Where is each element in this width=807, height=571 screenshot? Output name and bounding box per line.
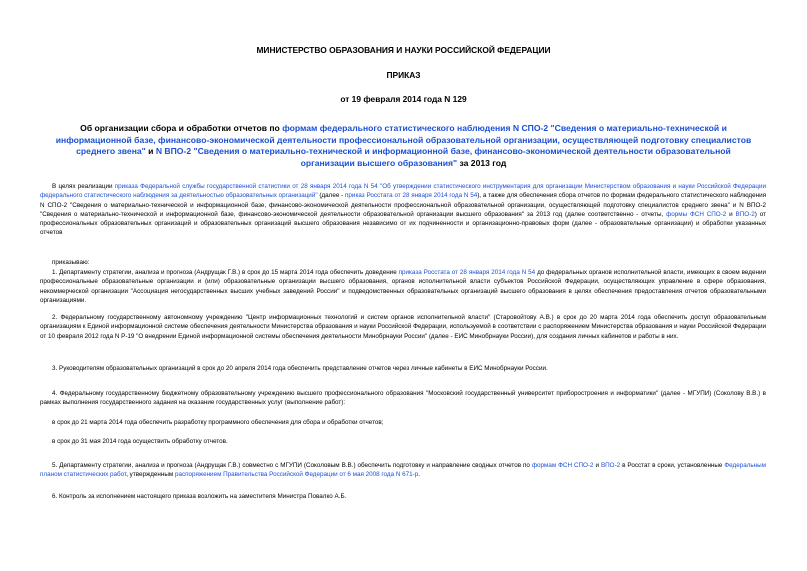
text: ) от профессиональных образовательных организаций и образовательных организаций высшего образования независимо от их подчиненности и организационно-правовых форм (далее - образовательные организации) и обработки указанных отчетов [40, 210, 766, 237]
link-rosstat-order-short[interactable]: приказ Росстата от 28 января 2014 года N 54 [345, 192, 478, 200]
title-text: Об организации сбора и обработки отчетов по [80, 123, 283, 133]
text: за 2013 год (далее соответственно - отчеты, [524, 210, 667, 218]
paragraph-item-1 [40, 268, 766, 305]
paragraph-item-5 [40, 461, 766, 480]
link-rosstat-order[interactable]: приказа Федеральной службы государственной статистики от 28 января 2014 года N 54 "Об утверждении статистического инструментария для организации Министерством образования и науки Российской Федерации федерального статистического наблюдения за деятельностью образовательных организаций" [40, 183, 766, 200]
paragraph-item-6: 6. Контроль за исполнением настоящего приказа возложить на заместителя Министра Повалко А.Б. [52, 493, 347, 500]
text: , утвержденным [126, 471, 175, 479]
paragraph-item-3: 3. Руководителям образовательных организаций в срок до 20 апреля 2014 года обеспечить представление отчетов через личные кабинеты в ЕИС Минобрнауки России. [52, 365, 548, 372]
link-federal-stat-plan[interactable]: Федеральным планом статистических работ [40, 462, 766, 479]
link-government-order[interactable]: распоряжением Правительства Российской Федерации от 6 мая 2008 года N 671-р [174, 471, 419, 479]
ministry-heading: МИНИСТЕРСТВО ОБРАЗОВАНИЯ И НАУКИ РОССИЙСКОЙ ФЕДЕРАЦИИ [256, 45, 551, 55]
text: до федеральных органов исполнительной власти, имеющих в своем ведении профессиональные образовательные организации и (или) образовательные организации высшего образования, органов исполнительной власти субъектов Российской Федерации, осуществляющих управление в сфере образования, некоммерческой организации "Ассоциация негосударственных высших учебных заведений России" и подведомственных образовательных организаций высшего образования в целях обеспечения предоставления отчетов образовательными организациями. [40, 269, 766, 304]
paragraph-preamble [40, 182, 766, 238]
link-rosstat-order-short[interactable]: приказа Росстата от 28 января 2014 года N 54 [398, 269, 536, 276]
link-form-vpo2[interactable]: ВПО-2 [600, 462, 621, 469]
paragraph-item-4: 4. Федеральному государственному бюджетному образовательному учреждению высшего профессионального образования "Московский государственный университет приборостроения и информатики" (далее - МГУПИ) (Соколову В.В.) в рамках выполнения государственного задания на оказание государственных услуг (выполнение работ): [40, 390, 766, 407]
title-text: и [145, 146, 156, 157]
title-text: за 2013 год [457, 157, 507, 168]
paragraph-item-4-b: в срок до 31 мая 2014 года осуществить обработку отчетов. [52, 438, 228, 445]
text: (далее - [317, 192, 346, 200]
text: и [726, 210, 736, 218]
text: . [418, 471, 420, 479]
doc-type-heading: ПРИКАЗ [386, 70, 421, 80]
text: В целях реализации [52, 183, 115, 190]
document-title [52, 123, 755, 169]
title-link-spo2[interactable]: формам федерального статистического наблюдения N СПО-2 "Сведения о материально-технической и информационной базе, финансово-экономической деятельности профессиональной образовательной организации, осуществляющей подготовку специалистов среднего звена" [55, 123, 752, 157]
paragraph-item-2: 2. Федеральному государственному автономному учреждению "Центр информационных технологий и систем органов исполнительной власти" (Старовойтову А.В.) в срок до 20 марта 2014 года обеспечить доступ образовательным организациям к Единой информационной системе обеспечения деятельности Министерства образования и науки Российской Федерации, используемой в соответствии с распоряжением Министерства образования и науки Российской Федерации от 10 февраля 2012 года N Р-19 "О внедрении Единой информационной системы обеспечения деятельности Минобрнауки России" (далее - ЕИС Минобрнауки России), для создания личных кабинетов и работы в них. [40, 314, 766, 340]
text: 5. Департаменту стратегии, анализа и прогноза (Андрущак Г.В.) совместно с МГУПИ (Соколовым В.В.) обеспечить подготовку и направление сводных отчетов по [52, 462, 532, 469]
title-link-vpo2[interactable]: N ВПО-2 "Сведения о материально-технической и информационной базе, финансово-экономической деятельности образовательной организации высшего образования" [155, 146, 731, 168]
paragraph-order-word: приказываю: [52, 259, 90, 266]
link-form-vpo2[interactable]: ВПО-2 [735, 210, 755, 218]
text: и [593, 462, 601, 469]
paragraph-item-4-a: в срок до 21 марта 2014 года обеспечить разработку программного обеспечения для сбора и обработки отчетов; [52, 419, 384, 426]
text: 1. Департаменту стратегии, анализа и прогноза (Андрущак Г.В.) в срок до 15 марта 2014 года обеспечить доведение [52, 269, 399, 276]
link-form-spo2[interactable]: формы ФСН СПО-2 [666, 210, 727, 218]
text: в Росстат в сроки, установленные [620, 462, 725, 469]
link-form-spo2[interactable]: формам ФСН СПО-2 [531, 462, 594, 469]
text: ), а также для обеспечения сбора отчетов по формам федерального статистического наблюдения N СПО-2 "Сведения о материально-технической и информационной базе, финансово-экономической деятельности профессиональной образовательной организации, осуществляющей подготовку специалистов среднего звена" и N ВПО-2 "Сведения о материально-технической и информационной базе, финансово-экономической деятельности образовательной организации высшего образования" [40, 192, 767, 218]
date-number-heading: от 19 февраля 2014 года N 129 [340, 94, 467, 104]
